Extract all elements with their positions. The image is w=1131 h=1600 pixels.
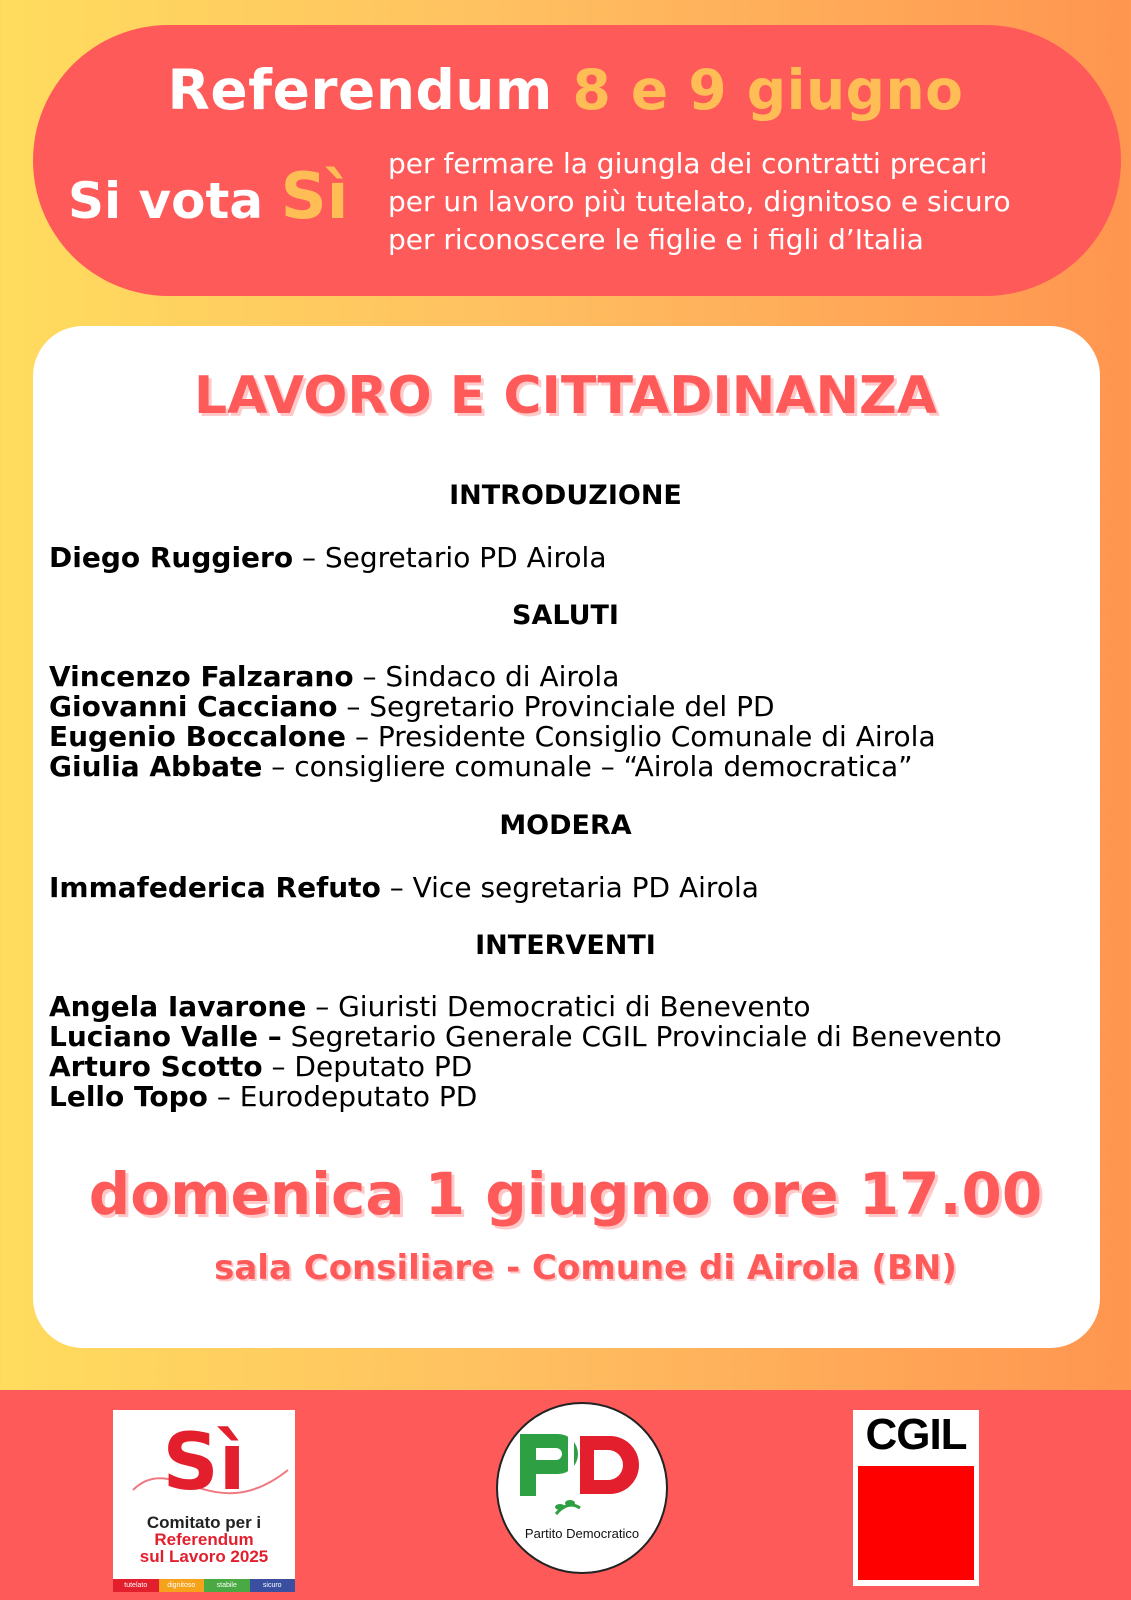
referendum-dates: 8 e 9 giugno	[572, 58, 964, 122]
section-heading-interventi: INTERVENTI	[475, 930, 656, 961]
si-vota-label: Si vota Sì	[68, 160, 349, 234]
section-heading-introduzione: INTRODUZIONE	[449, 480, 682, 511]
list-item: Arturo Scotto – Deputato PD	[49, 1050, 473, 1083]
referendum-title: Referendum 8 e 9 giugno	[167, 58, 964, 122]
cgil-logo: CGIL	[853, 1410, 979, 1586]
section-heading-modera: MODERA	[499, 810, 632, 841]
si-committee-logo: Sì Comitato per i Referendum sul Lavoro 2025 tutelato dignitoso stabile sicuro	[113, 1410, 295, 1592]
reason-item: per riconoscere le figlie e i figli d’Italia	[388, 223, 924, 256]
list-item: Angela Iavarone – Giuristi Democratici di Benevento	[49, 990, 811, 1023]
list-item: Diego Ruggiero – Segretario PD Airola	[49, 541, 607, 574]
people-list-modera	[49, 873, 759, 903]
list-item: Vincenzo Falzarano – Sindaco di Airola	[49, 660, 620, 693]
reason-item: per un lavoro più tutelato, dignitoso e sicuro	[388, 185, 1011, 218]
pd-mark-icon	[498, 1404, 666, 1572]
list-item: Luciano Valle – Segretario Generale CGIL Provinciale di Benevento	[49, 1020, 1002, 1053]
people-list-saluti	[49, 662, 936, 782]
list-item: Giovanni Cacciano – Segretario Provinciale del PD	[49, 690, 775, 723]
event-venue: sala Consiliare - Comune di Airola (BN)	[214, 1248, 957, 1288]
si-word: Sì	[280, 160, 349, 234]
red-square-icon	[858, 1466, 974, 1580]
section-heading-saluti: SALUTI	[512, 600, 619, 631]
pd-logo: Partito Democratico	[496, 1402, 668, 1574]
list-item: Giulia Abbate – consigliere comunale – “Airola democratica”	[49, 750, 913, 783]
reason-item: per fermare la giungla dei contratti precari	[388, 147, 988, 180]
logo-strip: tutelato dignitoso stabile sicuro	[113, 1579, 295, 1592]
list-item: Eugenio Boccalone – Presidente Consiglio Comunale di Airola	[49, 720, 936, 753]
list-item: Immafederica Refuto – Vice segretaria PD Airola	[49, 871, 759, 904]
reasons-list	[388, 145, 1011, 259]
event-title: LAVORO E CITTADINANZA	[194, 366, 937, 426]
people-list-introduzione	[49, 543, 606, 573]
people-list-interventi	[49, 992, 1002, 1112]
list-item: Lello Topo – Eurodeputato PD	[49, 1080, 478, 1113]
event-date: domenica 1 giugno ore 17.00	[88, 1160, 1043, 1228]
